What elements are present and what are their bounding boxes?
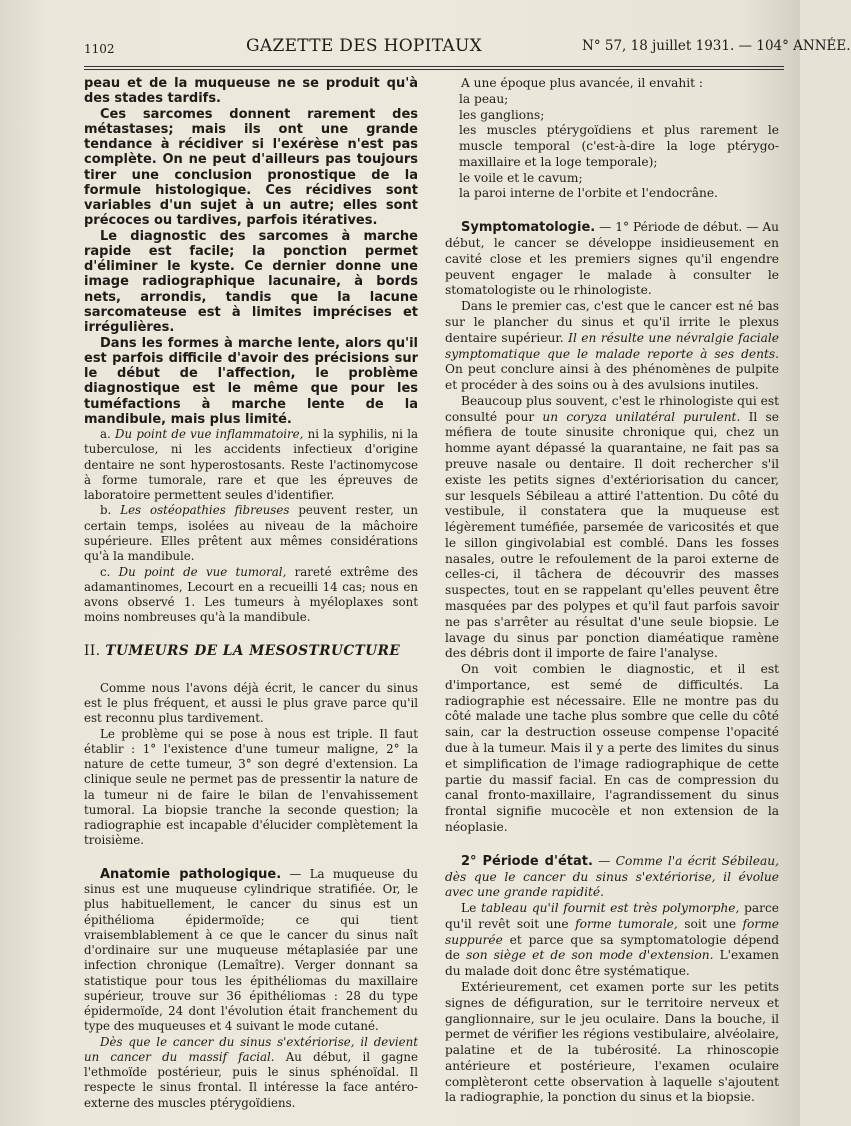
list-item bbox=[445, 92, 779, 108]
paragraph bbox=[84, 107, 418, 229]
paragraph bbox=[445, 76, 779, 92]
emphasis: un coryza unilatéral purulent. bbox=[542, 409, 741, 424]
paragraph-text: Extérieurement, cet examen porte sur les petits signes de défiguration, sur le territoire nerveux et ganglionnaire, sur le jeu oculaire. Dans la bouche, il permet de vérifier les régions vestibulaire, alvéolaire, palatine et de la tubérosité. La rhinoscopie antérieure et postérieure, l'examen oculaire complèteront cette observation à laquelle s'ajoutent la radiographie, la ponction du sinus et la biopsie. bbox=[445, 979, 779, 1105]
paragraph-text: parce qu'il revêt soit une bbox=[445, 901, 780, 931]
emphasis: Il en résulte une névralgie faciale symptomatique que le malade reporte à ses dents. bbox=[445, 330, 779, 361]
paragraph bbox=[84, 427, 418, 503]
subheading: 2° Période d'état. bbox=[461, 853, 593, 869]
paragraph bbox=[84, 727, 418, 849]
issue-info: N° 57, 18 juillet 1931. — 104° ANNÉE. bbox=[582, 38, 851, 54]
item-letter: b. bbox=[100, 503, 121, 518]
list-item bbox=[445, 108, 779, 124]
paragraph bbox=[84, 336, 418, 428]
paragraph-text: — La muqueuse du sinus est une muqueuse cylindrique stratifiée. Or, le plus habituellement, le cancer du sinus est un épithélioma épidermoïde; ce qui tient vraisemblablement à ce que le cancer du sinus naît d'ordinaire sur une muqueuse métaplasiée par une infection chronique (Lemaître). Verger donnant sa statistique pour tous les épithéliomas du maxillaire supérieur, trouve sur 36 épithéliomas : 28 du type épidermoïde, 24 dont l'évolution était franchement du type des muqueuses et 4 suivant le mode cutané. bbox=[84, 866, 418, 1034]
paragraph-text: peau et de la muqueuse ne se produit qu'à des stades tardifs. bbox=[84, 76, 418, 107]
paragraph-text: L'examen du malade doit donc être systématique. bbox=[445, 948, 779, 979]
paragraph-text: Au début, il gagne l'ethmoïde postérieur, puis le sinus sphénoïdal. Il respecte le sinus frontal. Il intéresse la face antéro-externe des muscles ptérygoïdiens. bbox=[84, 1049, 418, 1110]
paragraph-text: Ces sarcomes donnent rarement des métastases; mais ils ont une grande tendance à récidiver si l'exérèse n'est pas complète. On ne peut d'ailleurs pas toujours tirer une conclusion pronostique de la formule histologique. Ces récidives sont variables d'un sujet à un autre; elles sont précoces ou tardives, parfois itératives. bbox=[84, 106, 418, 229]
section-title: TUMEURS DE LA MESOSTRUCTURE bbox=[105, 642, 401, 659]
paragraph-text: A une époque plus avancée, il envahit : bbox=[461, 76, 704, 90]
page-header bbox=[0, 30, 851, 66]
paragraph bbox=[84, 76, 418, 107]
paragraph-text: On voit combien le diagnostic, et il est d'importance, est semé de difficultés. La radiographie est nécessaire. Elle ne montre pas du côté malade une tache plus sombre que celle du côté sain, car la destruction osseuse compense l'opacité due à la tumeur. Mais il y a perte des limites du sinus et simplification de l'image radiographique de cette partie du massif facial. En cas de compression du canal fronto-maxillaire, l'agrandissement du sinus frontal signifie mucocèle et non extension de la néoplasie. bbox=[445, 662, 779, 834]
emphasis: tableau qu'il fournit est très polymorphe, bbox=[480, 901, 740, 916]
list-text: les ganglions; bbox=[459, 107, 545, 122]
paragraph bbox=[84, 503, 418, 564]
paragraph-text: soit une bbox=[677, 916, 743, 931]
list-text: les muscles ptérygoïdiens et plus rarement le muscle temporal (c'est-à-dire la loge ptérygo-maxillaire et la loge temporale); bbox=[459, 123, 779, 169]
paragraph bbox=[84, 681, 418, 727]
header-rule bbox=[84, 66, 784, 67]
list-item bbox=[445, 123, 779, 170]
paragraph-text: — 1° Période de début. — Au début, le cancer se développe insidieusement en cavité close et les premiers signes qu'il engendre peuvent engager le malade à consulter le stomatologiste ou le rhinologiste. bbox=[445, 220, 779, 298]
right-column bbox=[445, 76, 779, 1116]
separator: — bbox=[592, 853, 616, 868]
paragraph bbox=[84, 1035, 418, 1111]
paragraph bbox=[445, 662, 779, 836]
paragraph bbox=[445, 299, 779, 394]
header-rule-thin bbox=[84, 69, 784, 70]
paragraph-text: peuvent rester, un certain temps, isolées au niveau de la mâchoire supérieure. Elles prêtent aux mêmes considérations qu'à la mandibule. bbox=[84, 503, 418, 564]
page-number: 1102 bbox=[84, 42, 115, 56]
paragraph-text: Le problème qui se pose à nous est triple. Il faut établir : 1° l'existence d'une tumeur maligne, 2° la nature de cette tumeur, 3° son degré d'extension. La clinique seule ne permet pas de pressentir la nature de la tumeur ni de faire le bilan de l'envahissement tumoral. La biopsie tranche la seconde question; la radiographie est incapable d'élucider complètement la troisième. bbox=[84, 726, 418, 848]
paragraph bbox=[445, 980, 779, 1106]
journal-title: GAZETTE DES HOPITAUX bbox=[246, 36, 483, 56]
item-letter: a. bbox=[100, 427, 116, 442]
paragraph-text: On peut conclure ainsi à des phénomènes de pulpite et procéder à des soins ou à des avulsions inutiles. bbox=[445, 362, 779, 393]
emphasis: Dès que le cancer du sinus s'extériorise, il devient un cancer du massif facial. bbox=[84, 1034, 418, 1064]
emphasis: son siège et de son mode d'extension. bbox=[466, 948, 714, 963]
emphasis: forme suppurée bbox=[445, 916, 779, 947]
paragraph-text: Il se méfiera de toute sinusite chronique qui, chez un homme ayant dépassé la quarantaine, ne fait pas sa preuve nasale ou dentaire. Il doit rechercher s'il existe les petits signes d'extériorisation du cancer, sur lesquels Sébileau a attiré l'attention. Du côté du vestibule, il constatera que la muqueuse est légèrement tuméfiée, parsemée de varicosités et que le sillon gingivolabial est comblé. Dans les fosses nasales, outre le refoulement de la paroi externe de celles-ci, il tâchera de découvrir des masses suspectes, tout en se rappelant qu'elles peuvent être masquées par des polypes et qu'il faut parfois savoir ne pas s'arrêter au résultat d'une seule biopsie. Le lavage du sinus par ponction diaméatique ramène des débris dont il importe de faire l'analyse. bbox=[445, 409, 779, 661]
paragraph bbox=[84, 229, 418, 336]
emphasis: Du point de vue inflammatoire, bbox=[115, 427, 304, 442]
list-text: la peau; bbox=[459, 91, 509, 106]
paragraph-text: Beaucoup plus souvent, c'est le rhinologiste qui est consulté pour bbox=[445, 393, 779, 424]
item-letter: c. bbox=[100, 564, 119, 579]
paragraph-text: Comme nous l'avons déjà écrit, le cancer du sinus est le plus fréquent, et aussi le plus grave parce qu'il est reconnu plus tardivement. bbox=[84, 680, 418, 726]
emphasis: Comme l'a écrit Sébileau, dès que le cancer du sinus s'extériorise, il évolue avec une grande rapidité. bbox=[445, 853, 780, 900]
emphasis: Les ostéopathies fibreuses bbox=[120, 503, 290, 518]
paragraph-text: Le bbox=[461, 901, 481, 916]
subheading: Anatomie pathologique. bbox=[100, 866, 282, 882]
paragraph-text: Dans les formes à marche lente, alors qu'il est parfois difficile d'avoir des précisions sur le début de l'affection, le problème diagnostique est le même que pour les tuméfactions à marche lente de la mandibule, mais plus limité. bbox=[84, 335, 418, 427]
paragraph-text: rareté extrême des adamantinomes, Lecourt en a recueilli 14 cas; nous en avons observé 1. Les tumeurs à myéloplaxes sont moins nombreuses qu'à la mandibule. bbox=[84, 564, 419, 625]
paragraph-text: et parce que sa symptomatologie dépend de bbox=[445, 932, 779, 963]
paragraph bbox=[84, 867, 418, 1035]
paragraph bbox=[445, 220, 779, 299]
paragraph-text: ni la syphilis, ni la tuberculose, ni les accidents infectieux d'origine dentaire ne sont hyperostosants. Reste l'actinomycose à forme tumorale, rare et que les épreuves de laboratoire permettent seules d'identifier. bbox=[84, 427, 418, 503]
left-column bbox=[84, 76, 418, 1116]
paragraph-text: Le diagnostic des sarcomes à marche rapide est facile; la ponction permet d'éliminer le kyste. Ce dernier donne une image radiographique lacunaire, à bords nets, arrondis, tandis que la lacune sarcomateuse est à limites imprécises et irrégulières. bbox=[84, 228, 418, 336]
subheading: Symptomatologie. bbox=[461, 220, 596, 236]
list-item bbox=[445, 186, 779, 202]
paragraph bbox=[445, 901, 779, 980]
emphasis: Du point de vue tumoral, bbox=[118, 564, 287, 579]
list-text: la paroi interne de l'orbite et l'endocrâne. bbox=[459, 186, 718, 201]
section-heading bbox=[84, 644, 418, 659]
paragraph-text: Dans le premier cas, c'est que le cancer est né bas sur le plancher du sinus et qu'il irrite le plexus dentaire supérieur. bbox=[445, 299, 779, 345]
section-number: II. bbox=[84, 642, 106, 659]
emphasis: forme tumorale, bbox=[575, 916, 678, 931]
paragraph bbox=[445, 854, 779, 901]
list-text: le voile et le cavum; bbox=[459, 170, 583, 185]
paragraph bbox=[445, 394, 779, 662]
list-item bbox=[445, 171, 779, 187]
paragraph bbox=[84, 565, 418, 626]
